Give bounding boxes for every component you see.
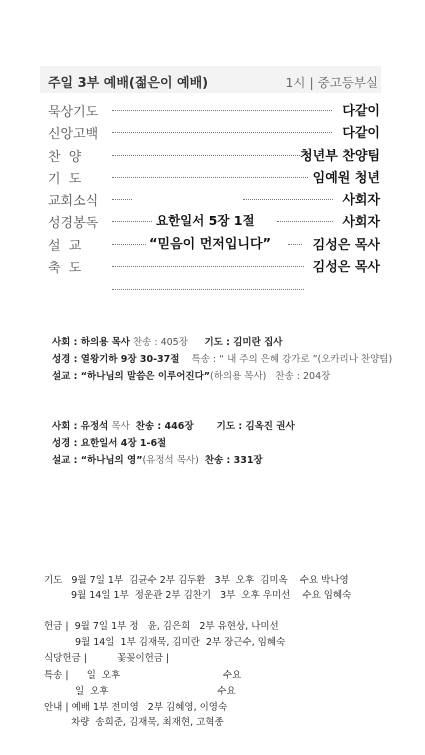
- order-leader-prayer: 임예원 청년: [312, 171, 380, 186]
- order-label-benediction: 축 도: [48, 261, 84, 276]
- week1-line1: 사회 : 하의용 목사 찬송 : 405장 기도 : 김미란 집사: [52, 337, 283, 348]
- leader-dots: [112, 155, 300, 156]
- leader-dots: [243, 199, 333, 200]
- order-label-silent-prayer: 묵상기도: [48, 105, 99, 120]
- order-label-news: 교회소식: [48, 194, 99, 209]
- order-leader-praise: 청년부 찬양팀: [300, 149, 380, 164]
- leader-dots: [112, 132, 332, 133]
- meal-offering: 식당헌금 | 꽃꽂이헌금 |: [44, 653, 170, 664]
- order-leader-creed: 다같이: [342, 126, 380, 141]
- order-leader-news: 사회자: [342, 193, 380, 208]
- order-leader-scripture: 사회자: [342, 215, 380, 230]
- leader-dots: [112, 289, 304, 290]
- week2-line2: 성경 : 요한일서 4장 1-6절: [52, 438, 167, 449]
- leader-dots: [112, 177, 308, 178]
- leader-dots: [112, 199, 132, 200]
- week2-line1: 사회 : 유정석 목사 찬송 : 446장 기도 : 김옥진 권사: [52, 421, 295, 432]
- service-title: 주일 3부 예배(젊은이 예배): [48, 76, 209, 91]
- special-song-line2: 일 오후 수요: [75, 686, 236, 697]
- leader-dots: [288, 244, 302, 245]
- order-label-creed: 신앙고백: [48, 127, 99, 142]
- leader-dots: [277, 221, 333, 222]
- order-label-scripture: 성경봉독: [48, 216, 99, 231]
- order-label-prayer: 기 도: [48, 172, 84, 187]
- leader-dots: [112, 266, 304, 267]
- order-leader-benediction: 김성은 목사: [312, 260, 380, 275]
- order-leader-silent-prayer: 다같이: [342, 104, 380, 119]
- week1-line2: 성경 : 열왕기하 9장 30-37절 특송 : “ 내 주의 은혜 강가로 ”(오카리나 찬양팀): [52, 354, 393, 365]
- order-label-praise: 찬 양: [48, 150, 84, 165]
- week1-line3: 설교 : “하나님의 말씀은 이루어진다”(하의용 목사) 찬송 : 204장: [52, 371, 331, 382]
- vehicle-duty: 차량 송희준, 김재묵, 최재현, 고혁종: [71, 717, 224, 728]
- special-song-line1: 특송 | 일 오후 수요: [44, 670, 242, 681]
- offering-duty-week2: 9월 14일 1부 김재묵, 김미란 2부 장근수, 임혜숙: [75, 637, 286, 648]
- week2-line3: 설교 : “하나님의 영”(유정석 목사) 찬송 : 331장: [52, 455, 263, 466]
- prayer-duty-week2: 9월 14일 1부 정운관 2부 김찬기 3부 오후 우미선 수요 임혜숙: [71, 590, 352, 601]
- order-label-sermon: 설 교: [48, 239, 84, 254]
- leader-dots: [112, 110, 332, 111]
- offering-duty-week1: 헌금 | 9월 7일 1부 정 윤, 김은희 2부 유현상, 나미선: [44, 621, 279, 632]
- guide-duty: 안내 | 예배 1부 전미영 2부 김혜영, 이영숙: [44, 702, 228, 713]
- order-leader-sermon: 김성은 목사: [312, 238, 380, 253]
- scripture-reference: 요한일서 5장 1절: [156, 213, 255, 228]
- service-time-place: 1시 | 중고등부실: [285, 75, 378, 90]
- sermon-title: “믿음이 먼저입니다”: [149, 237, 272, 252]
- leader-dots: [112, 244, 146, 245]
- leader-dots: [112, 221, 152, 222]
- prayer-duty-week1: 기도 9월 7일 1부 김균수 2부 김두환 3부 오후 김미옥 수요 박나영: [44, 575, 349, 586]
